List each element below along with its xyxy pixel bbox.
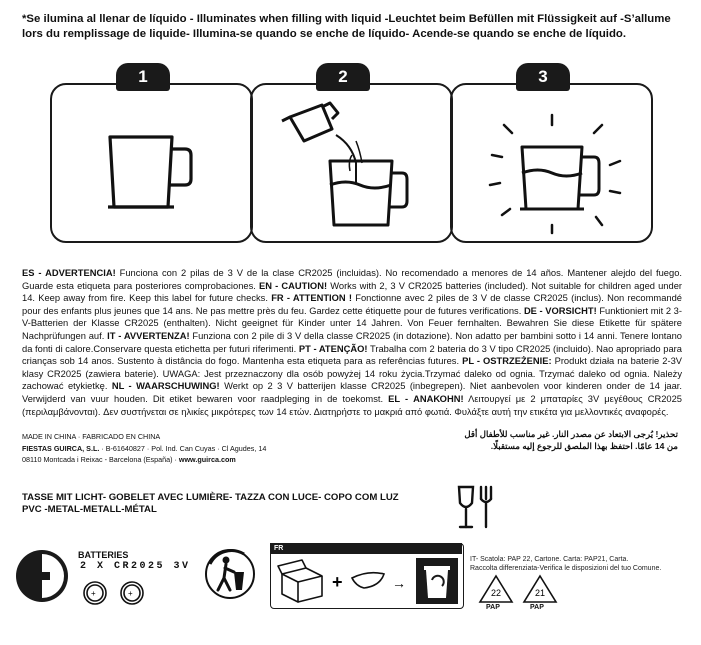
green-dot-icon bbox=[14, 548, 70, 604]
tidyman-recycle-icon bbox=[204, 546, 256, 602]
svg-text:→: → bbox=[392, 575, 406, 591]
fr-tag: FR bbox=[270, 543, 462, 554]
warning-label-el: EL - ΑΝΑΚΟΗΝ! bbox=[388, 393, 464, 404]
warning-label-pt: PT - ATENÇÃO! bbox=[298, 343, 368, 354]
product-description bbox=[22, 492, 462, 516]
step-1-tab: 1 bbox=[116, 63, 170, 91]
glowing-mug-icon bbox=[452, 85, 655, 245]
company-website: www.guirca.com bbox=[178, 455, 236, 464]
product-name: TASSE MIT LICHT- GOBELET AVEC LUMIÈRE- TAZZA CON LUCE- COPO COM LUZ bbox=[22, 492, 399, 503]
company-address bbox=[22, 443, 322, 455]
pap-22-triangle-icon bbox=[478, 574, 514, 604]
made-in-china: MADE IN CHINA · FABRICADO EN CHINA bbox=[22, 432, 161, 441]
arabic-line-2: من 14 عامًا. احتفظ بهذا الملصق للرجوع إليه مستقبلًا. bbox=[490, 441, 678, 451]
header-text: *Se ilumina al llenar de líquido - Illuminates when filling with liquid -Leuchtet beim Befüllen mit Flüssigkeit auf -S’allume lors du remplissage de liquide- Illumina-se quando se enche de líquido- Acende-se quando se enche de líquido. bbox=[22, 13, 671, 40]
company-city-text: 08110 Montcada i Reixac - Barcelona (España) · bbox=[22, 455, 179, 464]
pap-21-triangle-icon bbox=[522, 574, 558, 604]
step-3-tab: 3 bbox=[516, 63, 570, 91]
svg-text:+: + bbox=[91, 589, 96, 598]
coin-battery-icons bbox=[82, 580, 152, 606]
it-recycling-line-1: IT- Scatola: PAP 22, Cartone. Carta: PAP21, Carta. bbox=[470, 556, 629, 563]
warning-label-es: ES - ADVERTENCIA! bbox=[22, 268, 116, 278]
warning-label-de: DE - VORSICHT! bbox=[523, 305, 597, 316]
batteries-label: BATTERIES bbox=[78, 550, 129, 560]
it-recycling-line-2: Raccolta differenziata-Verifica le disposizioni del tuo Comune. bbox=[470, 565, 662, 572]
warning-label-pl: PL - OSTRZEŻENIE: bbox=[462, 356, 552, 367]
pap-22-label: PAP bbox=[486, 604, 500, 611]
company-address-rest: · B-61640827 · Pol. Ind. Can Cuyas · Cl Agudes, 14 bbox=[99, 443, 267, 453]
pouring-mug-icon bbox=[252, 85, 455, 245]
warning-label-en: EN - CAUTION! bbox=[259, 280, 328, 291]
company-name: FIESTAS GUIRCA, S.L. bbox=[22, 443, 100, 453]
warning-label-it: IT - AVVERTENZA! bbox=[107, 330, 190, 341]
empty-mug-icon bbox=[52, 85, 255, 245]
product-materials: PVC -METAL-METALL-MÉTAL bbox=[22, 504, 157, 516]
warning-text-pt: Trabalha com 2 bateria do 3 V tipo CR2025 (incluido). Nao apropriado para crianças sob 14 anos. Sustento à distância do fogo. Mantenha esta etiqueta para as referências futures. bbox=[22, 343, 682, 367]
warning-text-fr: Fonctionne avec 2 piles de 3 V de classe CR2025 (inclus). Non recommandé pour des enfants plus jeunes que 14 ans. Ne pas mettre près du feu. Gardez cette étiquette pour de futures verifications. bbox=[22, 293, 682, 316]
company-city bbox=[22, 454, 322, 466]
manufacturer-info bbox=[22, 431, 322, 466]
arabic-warning bbox=[430, 428, 678, 452]
step-2-panel bbox=[250, 83, 453, 243]
pap-21-code: 21 bbox=[534, 588, 546, 598]
warning-text-nl: Werkt op 2 3 V batterijen klasse CR2025 (inbegrepen). Niet aanbevolen voor kinderen onder de 14 jaar. Verwijderd van vuur houden. Dit etiket bewaren voor raadpleging in de toekomst. bbox=[22, 381, 683, 404]
warnings-block bbox=[22, 267, 682, 418]
warning-label-fr: FR - ATTENTION ! bbox=[271, 293, 353, 304]
svg-text:+: + bbox=[128, 589, 133, 598]
pap-22-code: 22 bbox=[490, 588, 502, 598]
warning-label-nl: NL - WAARSCHUWING! bbox=[111, 381, 220, 392]
warning-text-en: Works with 2, 3 V CR2025 batteries (included). Not suitable for children aged under 14. Keep away from fire. Keep this label for future checks. bbox=[22, 280, 682, 304]
arabic-line-1: تحذير! يُرجى الابتعاد عن مصدر النار. غير مناسب للأطفال أقل bbox=[464, 429, 678, 439]
step-2-tab: 2 bbox=[316, 63, 370, 91]
batteries-spec: 2 X CR2025 3V bbox=[80, 561, 191, 572]
warning-text-es: Funciona con 2 pilas de 3 V de la clase CR2025 (incluidas). No recomendado a menores de 14 años. Mantener alejdo del fuego. Guarde esta etiqueta para posteriores comprobaciones. bbox=[22, 268, 682, 291]
pap-21-label: PAP bbox=[530, 604, 544, 611]
it-recycling-info bbox=[470, 555, 690, 573]
warning-text-el: Λειτουργεί με 2 μπαταρίες 3V μεγέθους CR2025 (περιλαμβάνονται). Δεν συστήνεται σε ηλικίες μικρότερες των 14 ετών. Διατηρήστε το μακριά από φωτιά. Φυλάξτε αυτή την ετικέτα για μελλοντικές αναφορές. bbox=[22, 393, 682, 417]
warning-text-de: Funktioniert mit 2 3-V-Batterien der Klasse CR2025 (enthalten). Nicht geeignet für Kinder unter 14 Jahren. Von Feuer fernhalten. Bewahren Sie diese Etikette für spätere Nachprüfungen auf. bbox=[22, 305, 682, 341]
step-1-panel bbox=[50, 83, 253, 243]
svg-text:+: + bbox=[332, 572, 343, 592]
fr-sorting-icons bbox=[276, 558, 460, 604]
warning-text-it: Funziona con 2 pile di 3 V della classe CR2025 (in dotazione). Non adatto per bambini sotto i 14 anni. Tenere lontano da fonti di calore.Conservare questa etichetta per futuri riferimenti. bbox=[22, 330, 682, 354]
step-3-panel bbox=[450, 83, 653, 243]
food-safe-icon bbox=[455, 483, 499, 533]
warning-text-pl: Produkt działa na baterie 2-3V klasy CR2025 (zawiera baterie). UWAGA: Jest przeznaczony dla osób powyżej 14 roku życia.Trzymać daleko od ognia. Trzymać daleko od ognia. Należy zachować etykietkę. bbox=[22, 356, 683, 392]
